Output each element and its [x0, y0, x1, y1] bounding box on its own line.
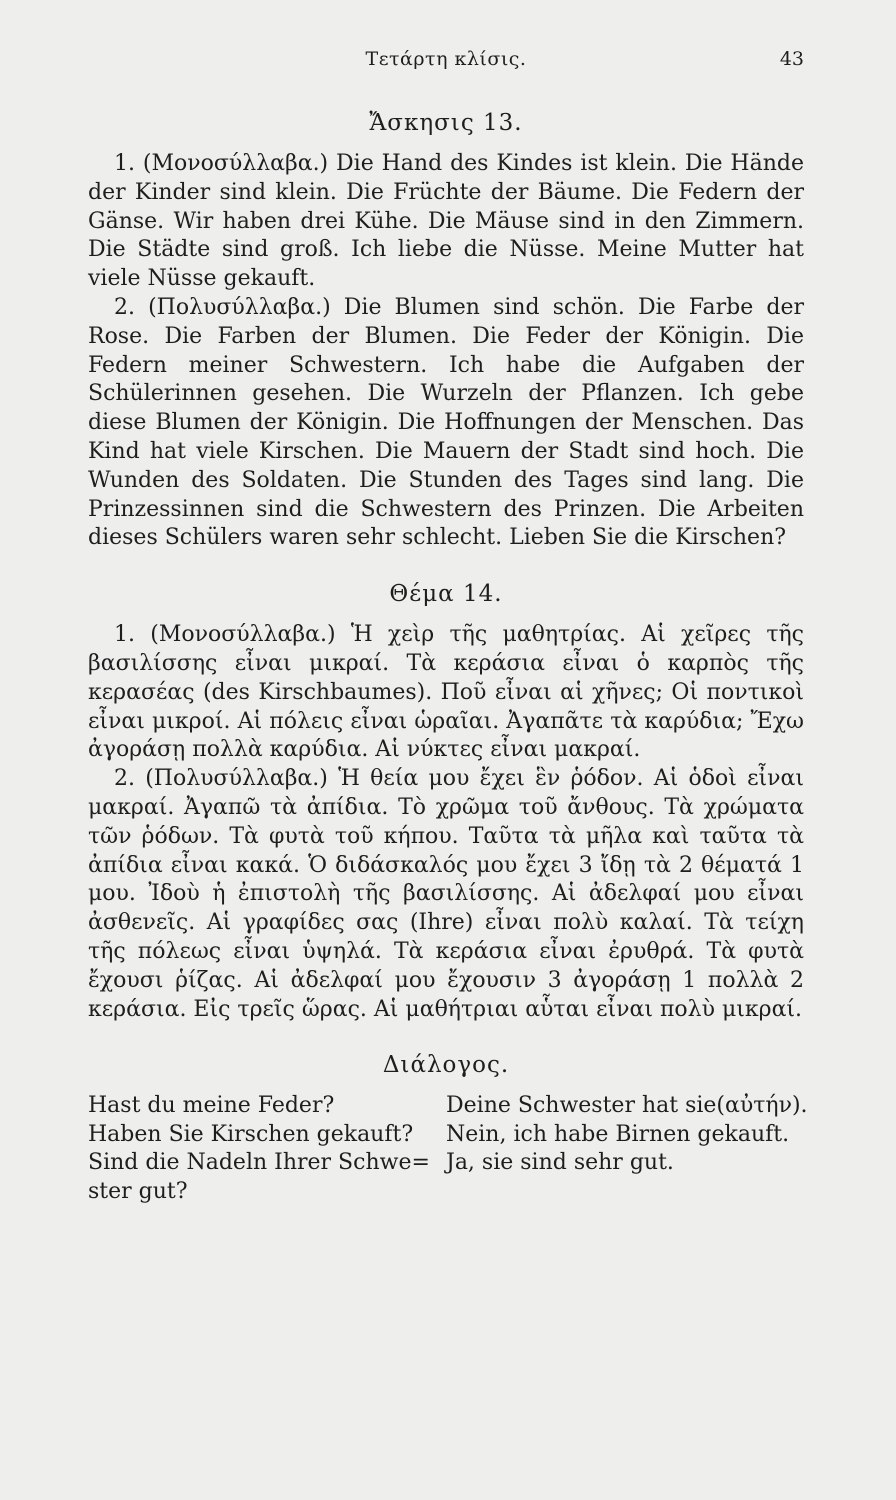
dialogue-table: [88, 1092, 808, 1206]
exercise-13-paragraph-2: 2. (Πολυσύλλαβα.) Die Blumen sind schön. Die Farbe der Rose. Die Farben der Blumen. Die Feder der Königin. Die Federn meiner Schwestern. Ich habe die Aufgaben der Schülerinnen gesehen. Die Wurzeln der Pflanzen. Ich gebe diese Blumen der Königin. Die Hoffnungen der Menschen. Das Kind hat viele Kirschen. Die Mauern der Stadt sind hoch. Die Wunden des Soldaten. Die Stunden des Tages sind lang. Die Prinzessinnen sind die Schwestern des Prinzen. Die Arbeiten dieses Schülers waren sehr schlecht. Lieben Sie die Kirschen?: [88, 294, 804, 551]
exercise-13-heading: Ἄσκησις 13.: [369, 110, 523, 136]
dialogue-questions: [88, 1092, 446, 1206]
dialogue-heading: Διάλογος.: [382, 1052, 510, 1079]
dialogue-question: Haben Sie Kirschen gekauft?: [88, 1121, 414, 1147]
theme-14-paragraph-1: 1. (Μονοσύλλαβα.) Ἡ χεὶρ τῆς μαθητρίας. Αἱ χεῖρες τῆς βασιλίσσης εἶναι μικραί. Τὰ κεράσια εἶναι ὁ καρπὸς τῆς κερασέας (des Kirschbaumes). Ποῦ εἶναι αἱ χῆνες; Οἱ ποντικοὶ εἶναι μικροί. Αἱ πόλεις εἶναι ὡραῖαι. Ἀγαπᾶτε τὰ καρύδια; Ἔχω ἀγοράσῃ πολλὰ καρύδια. Αἱ νύκτες εἶναι μακραί.: [88, 622, 804, 763]
running-header: [88, 48, 804, 72]
dialogue-question: ster gut?: [88, 1178, 188, 1204]
dialogue-question: Hast du meine Feder?: [88, 1093, 335, 1119]
page-content: [88, 110, 808, 1206]
theme-14-heading: Θέμα 14.: [389, 581, 503, 608]
theme-14-paragraph-2: 2. (Πολυσύλλαβα.) Ἡ θεία μου ἔχει ἓν ῥόδον. Αἱ ὁδοὶ εἶναι μακραί. Ἀγαπῶ τὰ ἀπίδια. Τὸ χρῶμα τοῦ ἄνθους. Τὰ χρώματα τῶν ῥόδων. Τὰ φυτὰ τοῦ κήπου. Ταῦτα τὰ μῆλα καὶ ταῦτα τὰ ἀπίδια εἶναι κακά. Ὁ διδάσκαλός μου ἔχει 3 ἴδῃ τὰ 2 θέματά 1 μου. Ἰδοὺ ἡ ἐπιστολὴ τῆς βασιλίσσης. Αἱ ἀδελφαί μου εἶναι ἀσθενεῖς. Αἱ γραφίδες σας (Ihre) εἶναι πολὺ καλαί. Τὰ τείχη τῆς πόλεως εἶναι ὑψηλά. Τὰ κεράσια εἶναι ἐρυθρά. Τὰ φυτὰ ἔχουσι ῥίζας. Αἱ ἀδελφαί μου ἔχουσιν 3 ἀγοράσῃ 1 πολλὰ 2 κεράσια. Εἰς τρεῖς ὥρας. Αἱ μαθήτριαι αὗται εἶναι πολὺ μικραί.: [88, 766, 804, 1022]
exercise-13-paragraph-1: 1. (Μονοσύλλαβα.) Die Hand des Kindes ist klein. Die Hände der Kinder sind klein. Die Früchte der Bäume. Die Federn der Gänse. Wir haben drei Kühe. Die Mäuse sind in den Zimmern. Die Städte sind groß. Ich liebe die Nüsse. Meine Mutter hat viele Nüsse gekauft.: [88, 151, 804, 292]
dialogue-answer: Deine Schwester hat sie(αὐτήν).: [446, 1093, 808, 1119]
dialogue-question: Sind die Nadeln Ihrer Schwe=: [88, 1150, 430, 1176]
page-number: 43: [779, 48, 804, 70]
dialogue-answers: [446, 1092, 808, 1206]
dialogue-answer: Ja, sie sind sehr gut.: [446, 1150, 674, 1176]
dialogue-answer: Nein, ich habe Birnen gekauft.: [446, 1121, 790, 1147]
running-title: Τετάρτη κλίσις.: [365, 48, 527, 70]
